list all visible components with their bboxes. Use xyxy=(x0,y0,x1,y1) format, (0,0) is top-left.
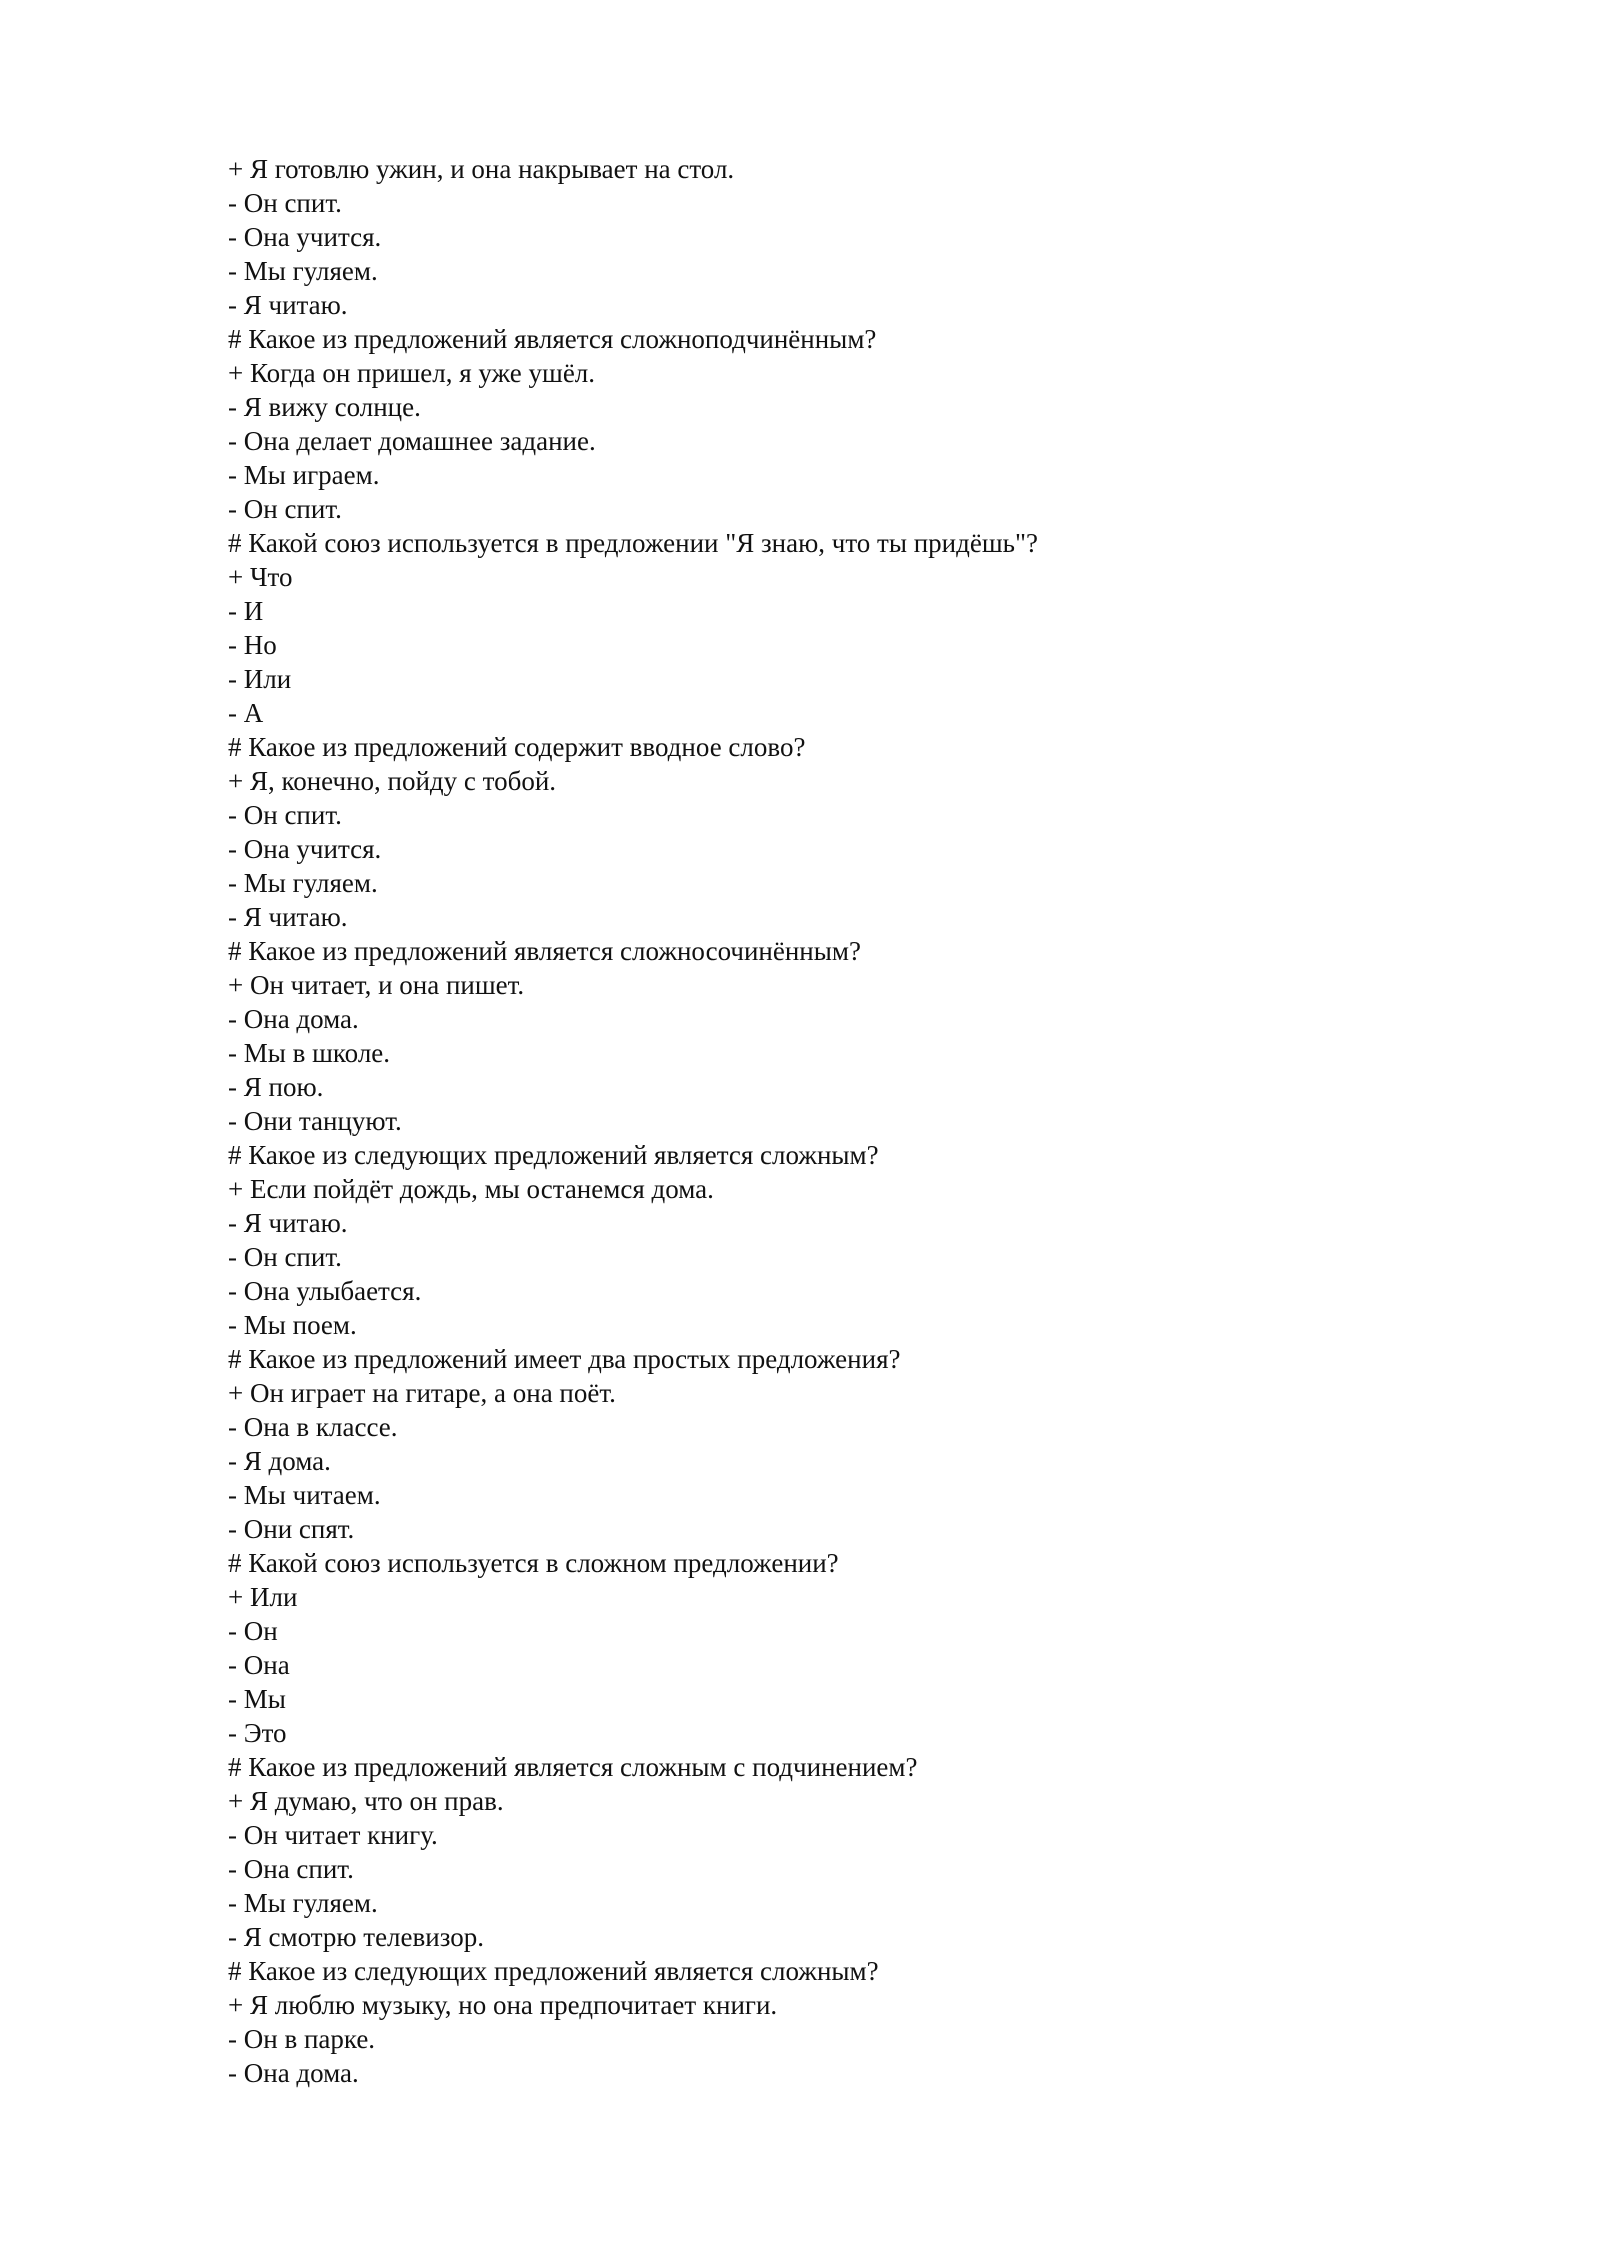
question-line: # Какое из предложений является сложным с подчинением? xyxy=(228,1752,918,1782)
answer-option-line: - Он xyxy=(228,1616,278,1646)
correct-answer-line: + Что xyxy=(228,562,293,592)
answer-option-line: - Он спит. xyxy=(228,494,342,524)
answer-option-line: - Она xyxy=(228,1650,290,1680)
answer-option-line: - Она дома. xyxy=(228,1004,359,1034)
question-line: # Какое из предложений имеет два простых предложения? xyxy=(228,1344,901,1374)
correct-answer-line: + Если пойдёт дождь, мы останемся дома. xyxy=(228,1174,714,1204)
answer-option-line: - Мы xyxy=(228,1684,286,1714)
answer-option-line: - Мы в школе. xyxy=(228,1038,391,1068)
answer-option-line: - А xyxy=(228,698,264,728)
answer-option-line: - Он читает книгу. xyxy=(228,1820,438,1850)
answer-option-line: - Он спит. xyxy=(228,800,342,830)
answer-option-line: - Или xyxy=(228,664,292,694)
answer-option-line: - Я смотрю телевизор. xyxy=(228,1922,484,1952)
answer-option-line: - Мы играем. xyxy=(228,460,380,490)
correct-answer-line: + Я, конечно, пойду с тобой. xyxy=(228,766,557,796)
correct-answer-line: + Я готовлю ужин, и она накрывает на стол. xyxy=(228,154,735,184)
question-line: # Какое из следующих предложений является сложным? xyxy=(228,1956,879,1986)
answer-option-line: - Она в классе. xyxy=(228,1412,398,1442)
answer-option-line: - Они танцуют. xyxy=(228,1106,402,1136)
question-line: # Какое из предложений является сложносочинённым? xyxy=(228,936,861,966)
question-line: # Какой союз используется в сложном предложении? xyxy=(228,1548,839,1578)
question-line: # Какое из следующих предложений является сложным? xyxy=(228,1140,879,1170)
answer-option-line: - Я читаю. xyxy=(228,290,348,320)
answer-option-line: - Она учится. xyxy=(228,222,382,252)
answer-option-line: - Я вижу солнце. xyxy=(228,392,421,422)
answer-option-line: - И xyxy=(228,596,264,626)
answer-option-line: - Мы гуляем. xyxy=(228,868,378,898)
answer-option-line: - Она улыбается. xyxy=(228,1276,422,1306)
document-text xyxy=(228,152,1388,2090)
correct-answer-line: + Он читает, и она пишет. xyxy=(228,970,525,1000)
answer-option-line: - Это xyxy=(228,1718,287,1748)
question-line: # Какой союз используется в предложении "Я знаю, что ты придёшь"? xyxy=(228,528,1038,558)
correct-answer-line: + Или xyxy=(228,1582,298,1612)
answer-option-line: - Я дома. xyxy=(228,1446,331,1476)
question-line: # Какое из предложений является сложноподчинённым? xyxy=(228,324,877,354)
answer-option-line: - Мы читаем. xyxy=(228,1480,381,1510)
answer-option-line: - Я читаю. xyxy=(228,1208,348,1238)
answer-option-line: - Мы гуляем. xyxy=(228,1888,378,1918)
answer-option-line: - Они спят. xyxy=(228,1514,355,1544)
answer-option-line: - Он в парке. xyxy=(228,2024,376,2054)
answer-option-line: - Она учится. xyxy=(228,834,382,864)
answer-option-line: - Он спит. xyxy=(228,1242,342,1272)
answer-option-line: - Она дома. xyxy=(228,2058,359,2088)
answer-option-line: - Я пою. xyxy=(228,1072,324,1102)
answer-option-line: - Я читаю. xyxy=(228,902,348,932)
answer-option-line: - Она делает домашнее задание. xyxy=(228,426,596,456)
answer-option-line: - Мы поем. xyxy=(228,1310,357,1340)
answer-option-line: - Она спит. xyxy=(228,1854,354,1884)
correct-answer-line: + Он играет на гитаре, а она поёт. xyxy=(228,1378,616,1408)
question-line: # Какое из предложений содержит вводное слово? xyxy=(228,732,806,762)
answer-option-line: - Мы гуляем. xyxy=(228,256,378,286)
correct-answer-line: + Когда он пришел, я уже ушёл. xyxy=(228,358,596,388)
correct-answer-line: + Я думаю, что он прав. xyxy=(228,1786,504,1816)
answer-option-line: - Но xyxy=(228,630,277,660)
answer-option-line: - Он спит. xyxy=(228,188,342,218)
correct-answer-line: + Я люблю музыку, но она предпочитает книги. xyxy=(228,1990,778,2020)
